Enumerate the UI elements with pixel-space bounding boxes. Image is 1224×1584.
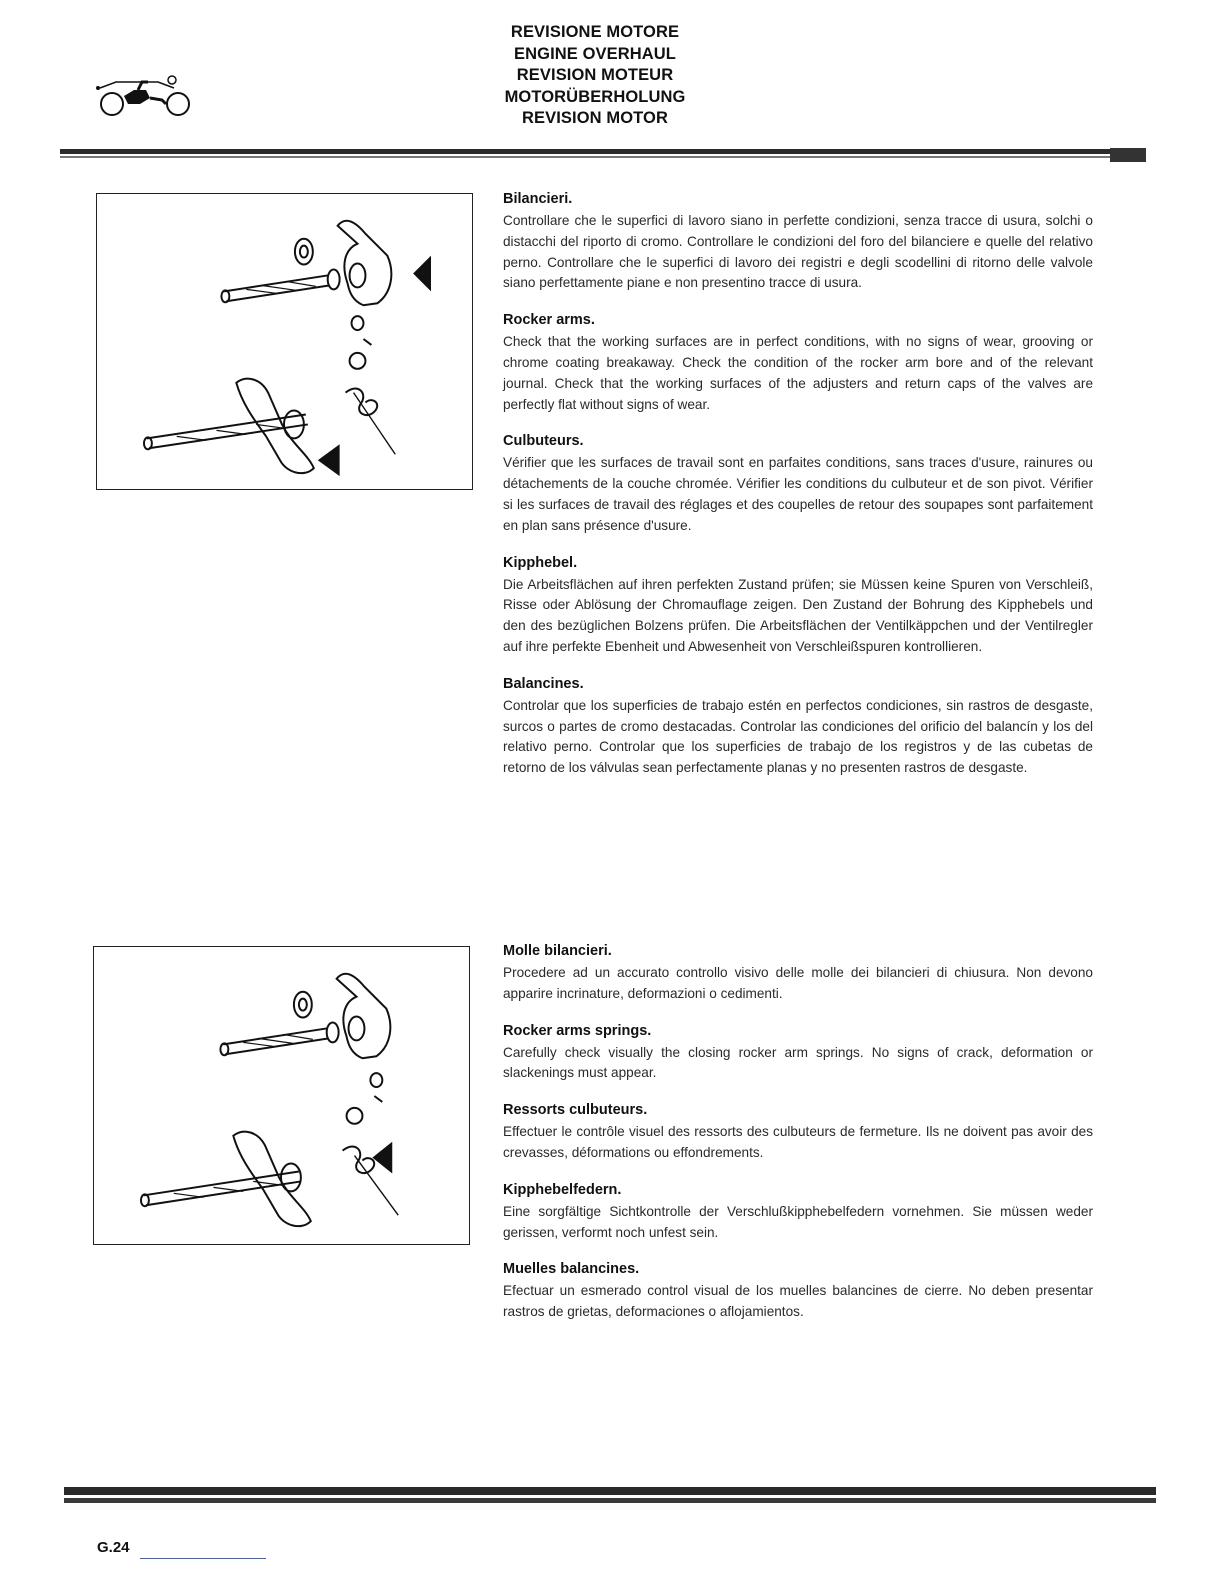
section-balancines — [503, 674, 1093, 779]
section-ressorts-culbuteurs — [503, 1100, 1093, 1164]
rocker-arm-spring-figure-bottom — [93, 946, 470, 1245]
text-column-rocker-arms — [503, 189, 1093, 795]
footer-divider — [64, 1485, 1156, 1507]
section-title: Rocker arms springs. — [503, 1022, 652, 1039]
title-italian: REVISIONE MOTORE — [510, 23, 680, 41]
rocker-arm-figure-top — [96, 193, 473, 490]
title-german: MOTORÜBERHOLUNG — [504, 87, 686, 106]
rocker-arm-exploded-drawing — [97, 194, 472, 489]
rocker-arm-spring-drawing — [94, 947, 469, 1244]
section-body: Controllare che le superfici di lavoro siano in perfette condizioni, senza tracce di usura, solchi o distacchi del riporto di cromo. Controllare le condizioni del foro del bilanciere e quelle del relativo perno. Controllare che le superfici di lavoro dei registri e degli scodellini di ritorno delle valvole siano perfettamente piane e non presentino tracce di usura. — [503, 213, 1093, 291]
section-muelles-balancines — [503, 1259, 1093, 1323]
page-number: G.24 — [97, 1539, 130, 1556]
footer-link-underline[interactable] — [140, 1558, 266, 1559]
section-bilancieri — [503, 189, 1093, 294]
section-body: Procedere ad un accurato controllo visivo delle molle dei bilancieri di chiusura. Non devono apparire incrinature, deformazioni o cedimenti. — [503, 965, 1093, 1001]
section-body: Die Arbeitsflächen auf ihren perfekten Zustand prüfen; sie Müssen keine Spuren von Verschleiß, Risse oder Ablösung der Chromauflage zeigen. Den Zustand der Bohrung des Kipphebels und den des bezüglichen Bolzens prüfen. Die Arbeitsflächen der Ventilkäppchen und der Ventilregler auf ihre perfekte Ebenheit und Abwesenheit von Verschleißspuren kontrollieren. — [503, 576, 1093, 654]
section-body: Eine sorgfältige Sichtkontrolle der Verschlußkipphebelfedern vornehmen. Sie müssen weder gerissen, verformt noch unfest sein. — [503, 1203, 1093, 1240]
section-title: Kipphebel. — [503, 554, 578, 571]
section-title: Culbuteurs. — [503, 433, 584, 450]
section-kipphebelfedern — [503, 1180, 1093, 1244]
section-body: Controlar que los superficies de trabajo estén en perfectos condiciones, sin rastros de desgaste, surcos o partes de cromo destacadas. Controlar las condiciones del orificio del balancín y los del relativo perno. Controlar que los superficies de trabajo de los registros y de las cubetas de retorno de los válvulas sean perfectamente planas y no presenten rastros de desgaste. — [503, 697, 1093, 776]
text-column-rocker-springs — [503, 941, 1093, 1339]
title-spanish: REVISION MOTOR — [522, 109, 668, 127]
section-title: Balancines. — [503, 675, 584, 692]
section-body: Effectuer le contrôle visuel des ressorts des culbuteurs de fermeture. Ils ne doivent pas avoir des crevasses, déformations ou effondrements. — [503, 1124, 1093, 1160]
section-title: Ressorts culbuteurs. — [503, 1102, 648, 1119]
header-titles — [440, 22, 750, 130]
section-culbuteurs — [503, 431, 1093, 536]
section-body: Check that the working surfaces are in perfect conditions, with no signs of wear, grooving or chrome coating breakaway. Check the condition of the rocker arm bore and of the relevant journal. Check that the working surfaces of the adjusters and return caps of the valves are perfectly flat without signs of wear. — [503, 334, 1093, 412]
motorcycle-logo-icon — [88, 70, 198, 122]
section-molle-bilancieri — [503, 941, 1093, 1005]
section-kipphebel — [503, 553, 1093, 658]
section-title: Muelles balancines. — [503, 1261, 640, 1278]
section-title: Kipphebelfedern. — [503, 1181, 622, 1198]
header-divider — [60, 148, 1146, 162]
section-rocker-arms — [503, 310, 1093, 415]
section-body: Efectuar un esmerado control visual de los muelles balancines de cierre. No deben presentar rastros de grietas, deformaciones o aflojamientos. — [503, 1283, 1093, 1320]
title-french: REVISION MOTEUR — [516, 66, 674, 84]
section-title: Bilancieri. — [503, 191, 573, 207]
section-title: Molle bilancieri. — [503, 943, 612, 959]
section-body: Carefully check visually the closing rocker arm springs. No signs of crack, deformation or slackenings must appear. — [503, 1044, 1093, 1081]
section-body: Vérifier que les surfaces de travail sont en parfaites conditions, sans traces d'usure, rainures ou détachements de la couche chromée. Vérifier les conditions du culbuteur et de son pivot. Vérifier si les surfaces de travail des réglages et des coupelles de retour des soupapes sont parfaitement en plan sans présence d'usure. — [503, 455, 1093, 533]
section-rocker-arms-springs — [503, 1021, 1093, 1085]
title-english: ENGINE OVERHAUL — [514, 44, 676, 63]
section-title: Rocker arms. — [503, 312, 595, 329]
